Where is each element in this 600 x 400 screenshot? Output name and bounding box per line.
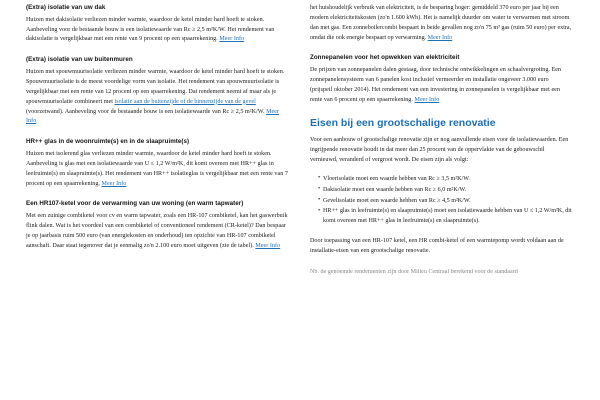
body-text: het huishoudelijk verbruik van elektriciteit, is de besparing hoger: gemiddeld 370 euro per jaar bij een modern elektriciteitskosten (zo'n 1.600 kWh). Het is namelijk duurder om water te verwarmen met stroom dan met gas. Een zonneboilercombi bespaart in beide gevallen nog zo'n 75 m³ gas (ruim 50 euro) per extra, omdat die ook energie bespaart op verwarming. — [310, 5, 572, 41]
renovatie-heading: Eisen bij een grootschalige renovatie — [310, 116, 496, 129]
meer-info-link[interactable]: Meer Info — [255, 242, 281, 249]
body-text: Huizen met dakisolatie verliezen minder warmte, waardoor de ketel minder hard hoeft te stoken. Aanbeveling voor de bestaande bouw is een isolatiewaarde van Rc ≥ 2,5 m²K/W. Het rendement van dakisolatie is vergelijkbaar met een rente van 9 procent op een spaarrekening. — [26, 16, 275, 43]
renovatie-eisen-list — [310, 175, 572, 227]
body-text: De prijzen van zonnepanelen dalen gestaag, door technische ontwikkelingen en schaalvergroting. Een zonnepanelensysteem van 6 panelen kost inclusief vermeerder en installatie ongeveer 3.000 euro (prijspeil oktober 2014). Het rendement van een investering in zonnepanelen is vergelijkbaar met een rente van 6 procent op een spaarrekening. — [310, 67, 562, 103]
footnote-clipped: Nb. de genoemde rendementen zijn door Milieu Centraal berekend voor de standaard — [310, 268, 518, 275]
list-item: • Gevelisolatie moet een waarde hebben van Rc ≥ 4,5 m²K/W. — [318, 197, 572, 207]
section-body — [26, 68, 288, 127]
meer-info-link[interactable]: Meer Info — [219, 36, 245, 43]
section-body — [26, 212, 288, 251]
list-item: • Vloerisolatie moet een waarde hebben van Rc ≥ 3,5 m²K/W. — [318, 175, 572, 185]
section-zonnepanelen — [310, 54, 572, 105]
section-heading: (Extra) isolatie van uw dak — [26, 4, 106, 11]
section-buitenmuren — [26, 56, 288, 127]
section-heading: (Extra) isolatie van uw buitenmuren — [26, 56, 133, 64]
body-text-part1: Huizen met spouwmuurisolatie verliezen minder warmte, waardoor de ketel minder hard hoeft te stoken. Spouwmuurisolatie is de meest voordelige vorm van isolatie. Het rendement van spouwmuurisolatie is vergelijkbaar met een rente van 12 procent op een spaarrekening. Dat rendement neemt af maar als je spouwmuurisolatie combineert met — [26, 69, 285, 105]
section-body — [310, 66, 572, 105]
section-hr107-ketel — [26, 200, 288, 251]
section-body — [26, 16, 288, 46]
renovatie-intro: Voor een aanbouw of grootschalige renovatie zijn er nog aanvullende eisen voor de isolatiewaarden. Een ingrijpende renovatie houdt in dat meer dan 25 procent van de oppervlakte van de gebouwschil vernieuwd, veranderd of vergroot wordt. De eisen zijn als volgt: — [310, 137, 569, 163]
list-item: • Dakisolatie moet een waarde hebben van Rc ≥ 6,0 m²K/W. — [318, 186, 572, 196]
body-text-part2: (voorzetwand). Aanbeveling voor de bestaande bouw is een isolatiewaarde van Rc ≥ 2,5 m²K/W. — [26, 108, 267, 115]
body-text: Huizen met isolerend glas verliezen minder warmte, waardoor de ketel minder hard hoeft te stoken. Aanbeveling is glas met een isolatiewaarde van U ≤ 1,2 W/m²K, dit komt overeen met HR++ glas in leefruimte(s) en slaapruimte(s). Het rendement van HR++ isolatieglas is vergelijkbaar met een rente van 7 procent op een spaarrekening. — [26, 150, 288, 187]
two-column-layout — [26, 4, 574, 400]
renovatie-closing: Door toepassing van een HR-107 ketel, een HR combi-ketel of een warmtepomp wordt voldaan aan de installatie-eisen van een grootschalige renovatie. — [310, 238, 564, 254]
list-item: • HR++ glas in leefruimte(s) en slaapruimte(s) moet een isolatiewaarde hebben van U ≤ 1,2 W/m²K, dit komt overeen met HR++ glas in leefruimte(s) en slaapruimte(s). — [318, 207, 572, 227]
meer-info-link[interactable]: Meer Info — [26, 108, 280, 125]
section-heading: HR++ glas in de woonruimte(s) en in de slaapruimte(s) — [26, 138, 190, 146]
meer-info-link[interactable]: Meer Info — [414, 96, 440, 103]
section-dakisolatie — [26, 4, 288, 45]
meer-info-link[interactable]: Meer Info — [101, 180, 127, 187]
section-heading: Zonnepanelen voor het opwekken van elektriciteit — [310, 54, 460, 62]
continued-paragraph — [310, 4, 572, 43]
isolatie-gevel-link[interactable]: isolatie aan de buitenzijde of de binnenzijde van de gevel — [114, 98, 256, 105]
meer-info-link[interactable]: Meer Info — [427, 34, 453, 41]
left-column — [26, 4, 288, 400]
section-body — [26, 150, 288, 189]
right-column — [310, 4, 572, 400]
section-heading: Een HR107-ketel voor de verwarming van uw woning (en warm tapwater) — [26, 200, 244, 208]
body-text: Met een zuinige combiketel voor cv en warm tapwater, zoals een HR-107 combiketel, kan het gaswerbuik flink dalen. Wat is het voordeel van een combiketel of conventioneel rendement (CR-ketel)? Dan bespaar je op jaarbasis ruim 500 euro (van energiekosten en onderhoud) ten opzichte van HR-107 combiketel aanschaft. Daar staat tegenover dat je eenmalig zo'n 2.100 euro moet uitgeven (zie de tabel). — [26, 213, 288, 249]
section-hr-glas — [26, 138, 288, 189]
